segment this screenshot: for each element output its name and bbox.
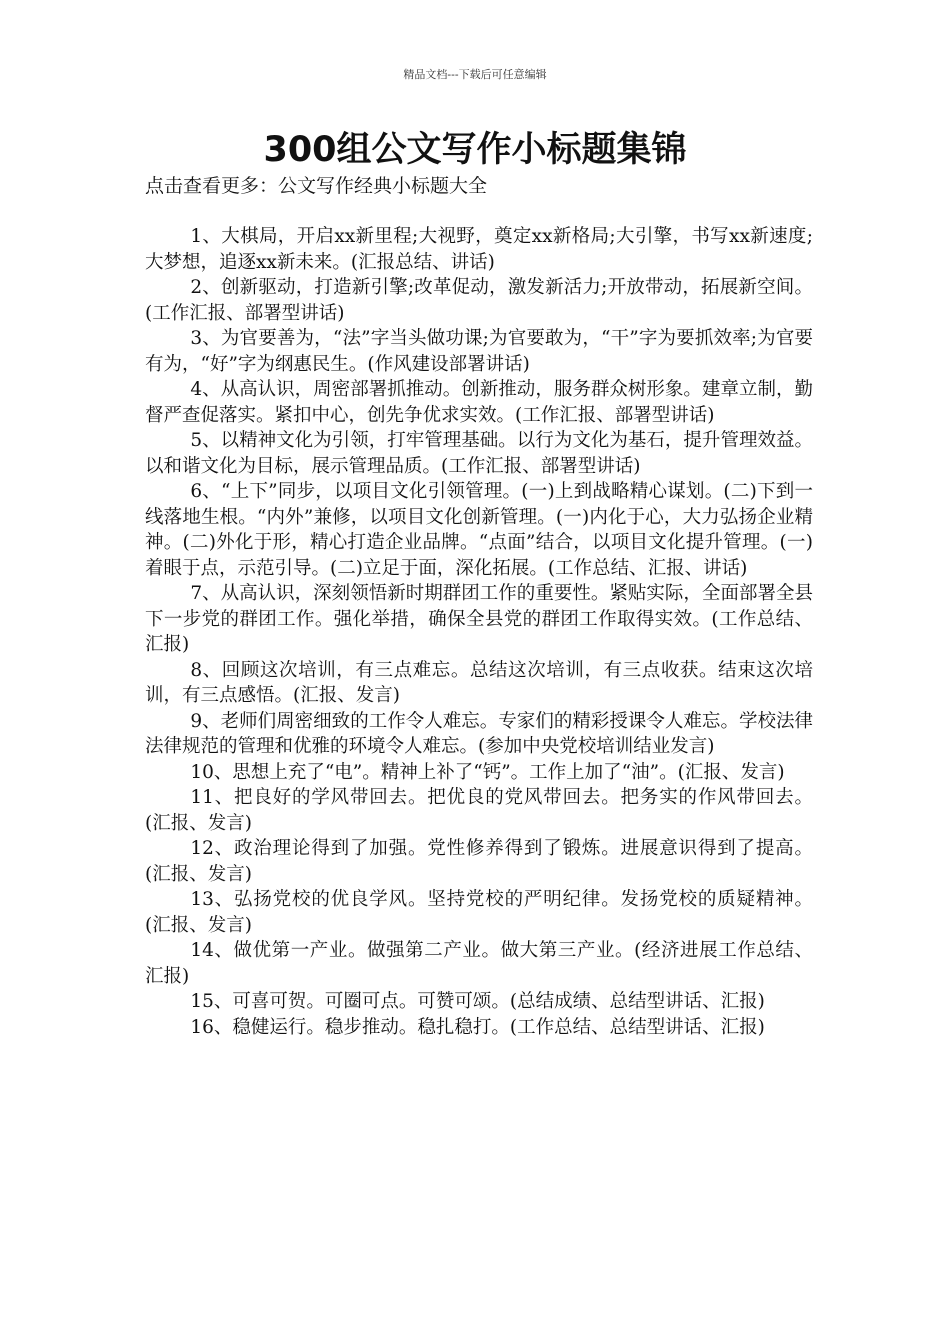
paragraph-5: 5、以精神文化为引领，打牢管理基础。以行为文化为基石，提升管理效益。以和谐文化为目标，展示管理品质。(工作汇报、部署型讲话) — [145, 430, 813, 477]
paragraph-16: 16、稳健运行。稳步推动。稳扎稳打。(工作总结、总结型讲话、汇报) — [190, 1016, 765, 1038]
page-header-note: 精品文档---下载后可任意编辑 — [403, 68, 547, 81]
document-body — [145, 224, 813, 1040]
paragraph-11: 11、把良好的学风带回去。把优良的党风带回去。把务实的作风带回去。(汇报、发言) — [145, 787, 813, 834]
paragraph-4: 4、从高认识，周密部署抓推动。创新推动，服务群众树形象。建章立制，勤督严查促落实。紧扣中心，创先争优求实效。(工作汇报、部署型讲话) — [145, 379, 813, 426]
document-title: 300组公文写作小标题集锦 — [263, 130, 687, 170]
paragraph-7: 7、从高认识，深刻领悟新时期群团工作的重要性。紧贴实际，全面部署全县下一步党的群团工作。强化举措，确保全县党的群团工作取得实效。(工作总结、汇报) — [145, 583, 813, 655]
paragraph-6: 6、“上下”同步，以项目文化引领管理。(一)上到战略精心谋划。(二)下到一线落地生根。“内外”兼修，以项目文化创新管理。(一)内化于心，大力弘扬企业精神。(二)外化于形，精心打造企业品牌。“点面”结合，以项目文化提升管理。(一)着眼于点，示范引导。(二)立足于面，深化拓展。(工作总结、汇报、讲话) — [145, 481, 813, 579]
paragraph-10: 10、思想上充了“电”。精神上补了“钙”。工作上加了“油”。(汇报、发言) — [190, 761, 785, 783]
more-headlines-link[interactable]: 点击查看更多：公文写作经典小标题大全 — [145, 175, 488, 197]
paragraph-1: 1、大棋局，开启xx新里程;大视野，奠定xx新格局;大引擎，书写xx新速度;大梦想，追逐xx新未来。(汇报总结、讲话) — [145, 226, 813, 273]
paragraph-2: 2、创新驱动，打造新引擎;改革促动，激发新活力;开放带动，拓展新空间。(工作汇报、部署型讲话) — [145, 277, 813, 324]
paragraph-15: 15、可喜可贺。可圈可点。可赞可颂。(总结成绩、总结型讲话、汇报) — [190, 991, 765, 1012]
paragraph-14: 14、做优第一产业。做强第二产业。做大第三产业。(经济进展工作总结、汇报) — [145, 940, 813, 987]
paragraph-9: 9、老师们周密细致的工作令人难忘。专家们的精彩授课令人难忘。学校法律法律规范的管理和优雅的环境令人难忘。(参加中央党校培训结业发言) — [145, 710, 813, 757]
paragraph-8: 8、回顾这次培训，有三点难忘。总结这次培训，有三点收获。结束这次培训，有三点感悟。(汇报、发言) — [145, 659, 813, 706]
paragraph-3: 3、为官要善为，“法”字当头做功课;为官要敢为，“干”字为要抓效率;为官要有为，“好”字为纲惠民生。(作风建设部署讲话) — [145, 328, 813, 375]
paragraph-12: 12、政治理论得到了加强。党性修养得到了锻炼。进展意识得到了提高。(汇报、发言) — [145, 838, 813, 885]
paragraph-13: 13、弘扬党校的优良学风。坚持党校的严明纪律。发扬党校的质疑精神。(汇报、发言) — [145, 889, 813, 936]
